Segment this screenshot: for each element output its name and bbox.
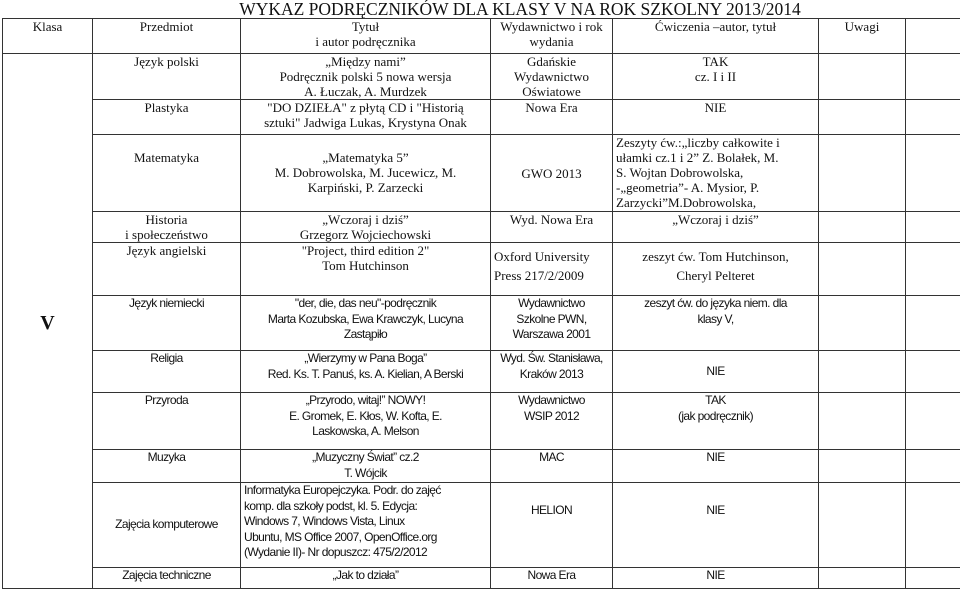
table-row <box>3 393 960 450</box>
publisher: Wyd. Św. Stanisława, Kraków 2013 <box>491 351 613 393</box>
table-row <box>3 568 960 589</box>
extra <box>906 568 960 589</box>
exercises: TAK cz. I i II <box>613 54 819 100</box>
publisher: MAC <box>491 450 613 483</box>
textbook-title: „Jak to działa” <box>241 568 491 589</box>
subject: Historia i społeczeństwo <box>93 212 241 243</box>
publisher: Wydawnictwo WSIP 2012 <box>491 393 613 450</box>
document-title: WYKAZ PODRĘCZNIKÓW DLA KLASY V NA ROK SZKOLNY 2013/2014 <box>239 0 801 19</box>
textbook-title: „Muzyczny Świat” cz.2 T. Wójcik <box>241 450 491 483</box>
exercises: zeszyt ćw. do języka niem. dla klasy V, <box>613 296 819 351</box>
header-uwagi: Uwagi <box>819 19 906 54</box>
notes <box>819 483 906 568</box>
table-row <box>3 135 960 212</box>
textbook-title: „Przyrodo, witaj!” NOWY! E. Gromek, E. Kłos, W. Kofta, E. Laskowska, A. Melson <box>241 393 491 450</box>
exercises: NIE <box>613 568 819 589</box>
exercises: NIE <box>613 450 819 483</box>
subject: Muzyka <box>93 450 241 483</box>
table-row <box>3 212 960 243</box>
textbook-table <box>2 18 960 589</box>
exercises: NIE <box>613 100 819 135</box>
publisher: GWO 2013 <box>491 135 613 212</box>
publisher: Wydawnictwo Szkolne PWN, Warszawa 2001 <box>491 296 613 351</box>
subject: Plastyka <box>93 100 241 135</box>
exercises: NIE <box>613 351 819 393</box>
textbook-title: „Wczoraj i dziś” Grzegorz Wojciechowski <box>241 212 491 243</box>
subject: Zajęcia techniczne <box>93 568 241 589</box>
table-row <box>3 54 960 100</box>
textbook-title: "DO DZIEŁA" z płytą CD i "Historią sztuki" Jadwiga Lukas, Krystyna Onak <box>241 100 491 135</box>
subject: Przyroda <box>93 393 241 450</box>
textbook-title: "der, die, das neu"-podręcznik Marta Kozubska, Ewa Krawczyk, Lucyna Zastąpiło <box>241 296 491 351</box>
textbook-title: „Między nami” Podręcznik polski 5 nowa wersja A. Łuczak, A. Murdzek <box>241 54 491 100</box>
extra <box>906 100 960 135</box>
notes <box>819 568 906 589</box>
table-row <box>3 100 960 135</box>
subject: Religia <box>93 351 241 393</box>
publisher: Wyd. Nowa Era <box>491 212 613 243</box>
header-cwiczenia: Ćwiczenia –autor, tytuł <box>613 19 819 54</box>
subject: Język niemiecki <box>93 296 241 351</box>
textbook-title: „Matematyka 5” M. Dobrowolska, M. Jucewicz, M. Karpiński, P. Zarzecki <box>241 135 491 212</box>
notes <box>819 393 906 450</box>
exercises: Zeszyty ćw.:„liczby całkowite i ułamki cz.1 i 2” Z. Bolałek, M. S. Wojtan Dobrowolska, -„geometria”- A. Mysior, P. Zarzycki”M.Dobrowolska, <box>613 135 819 212</box>
header-przedmiot: Przedmiot <box>93 19 241 54</box>
exercises: „Wczoraj i dziś” <box>613 212 819 243</box>
textbook-title: Informatyka Europejczyka. Podr. do zajęć komp. dla szkoły podst, kl. 5. Edycja: Windows 7, Windows Vista, Linux Ubuntu, MS Office 2007, OpenOffice.org (Wydanie II)- Nr dopuszcz: 475/2/2012 <box>241 483 491 568</box>
table-row <box>3 243 960 296</box>
subject: Matematyka <box>93 135 241 212</box>
header-wydawnictwo: Wydawnictwo i rok wydania <box>491 19 613 54</box>
extra <box>906 483 960 568</box>
exercises: NIE <box>613 483 819 568</box>
extra <box>906 351 960 393</box>
header-tytul: Tytuł i autor podręcznika <box>241 19 491 54</box>
notes <box>819 243 906 296</box>
exercises: zeszyt ćw. Tom Hutchinson, Cheryl Pelteret <box>613 243 819 296</box>
extra <box>906 54 960 100</box>
publisher: Oxford University Press 217/2/2009 <box>491 243 613 296</box>
table-row <box>3 483 960 568</box>
header-empty <box>906 19 960 54</box>
notes <box>819 351 906 393</box>
publisher: Gdańskie Wydawnictwo Oświatowe <box>491 54 613 100</box>
extra <box>906 243 960 296</box>
publisher: HELION <box>491 483 613 568</box>
textbook-title: „Wierzymy w Pana Boga” Red. Ks. T. Panuś, ks. A. Kielian, A Berski <box>241 351 491 393</box>
extra <box>906 212 960 243</box>
textbook-title: "Project, third edition 2" Tom Hutchinson <box>241 243 491 296</box>
table-row <box>3 450 960 483</box>
klasa-cell: V <box>3 54 93 589</box>
notes <box>819 135 906 212</box>
notes <box>819 54 906 100</box>
subject: Język polski <box>93 54 241 100</box>
table-row <box>3 351 960 393</box>
header-klasa: Klasa <box>3 19 93 54</box>
notes <box>819 100 906 135</box>
extra <box>906 135 960 212</box>
extra <box>906 450 960 483</box>
notes <box>819 450 906 483</box>
subject: Zajęcia komputerowe <box>93 483 241 568</box>
table-row <box>3 296 960 351</box>
header-row <box>3 19 960 54</box>
subject: Język angielski <box>93 243 241 296</box>
notes <box>819 296 906 351</box>
extra <box>906 296 960 351</box>
extra <box>906 393 960 450</box>
exercises: TAK (jak podręcznik) <box>613 393 819 450</box>
notes <box>819 212 906 243</box>
publisher: Nowa Era <box>491 100 613 135</box>
publisher: Nowa Era <box>491 568 613 589</box>
